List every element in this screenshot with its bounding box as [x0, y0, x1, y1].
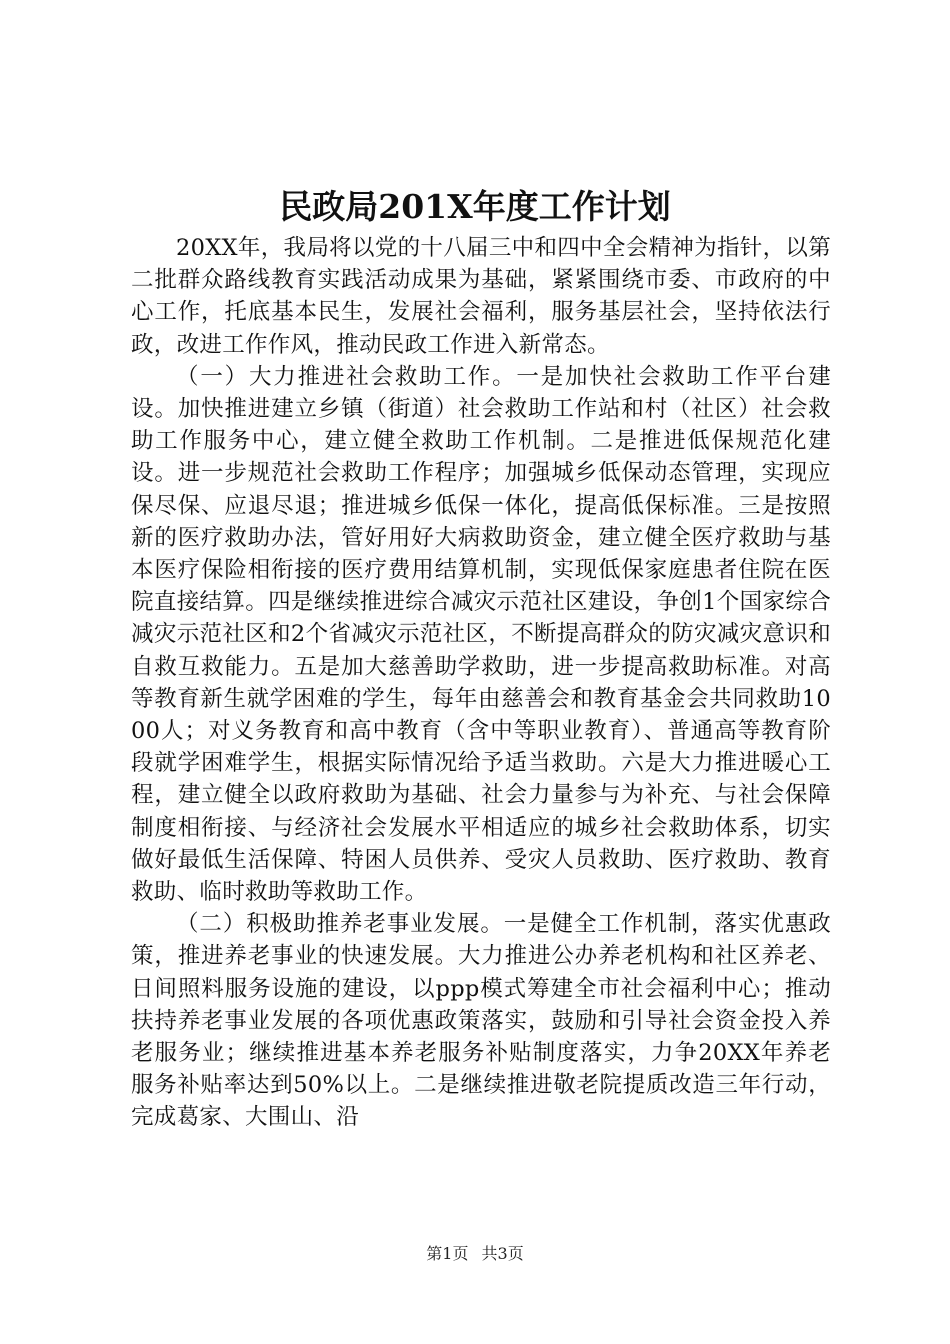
- document-title: 民政局201X年度工作计划: [279, 187, 671, 226]
- page-number: 第1页: [426, 1244, 469, 1263]
- page-total: 共3页: [481, 1244, 524, 1263]
- paragraph-intro: 20XX年，我局将以党的十八届三中和四中全会精神为指针，以第二批群众路线教育实践活动成果为基础，紧紧围绕市委、市政府的中心工作，托底基本民生，发展社会福利，服务基层社会，坚持依法行政，改进工作作风，推动民政工作进入新常态。: [131, 235, 831, 358]
- document-body: [131, 232, 831, 1134]
- paragraph-social-assistance: （一）大力推进社会救助工作。一是加快社会救助工作平台建设。加快推进建立乡镇（街道）社会救助工作站和村（社区）社会救助工作服务中心，建立健全救助工作机制。二是推进低保规范化建设。进一步规范社会救助工作程序；加强城乡低保动态管理，实现应保尽保、应退尽退；推进城乡低保一体化，提高低保标准。三是按照新的医疗救助办法，管好用好大病救助资金，建立健全医疗救助与基本医疗保险相衔接的医疗费用结算机制，实现低保家庭患者住院在医院直接结算。四是继续推进综合减灾示范社区建设，争创1个国家综合减灾示范社区和2个省减灾示范社区，不断提高群众的防灾减灾意识和自救互救能力。五是加大慈善助学救助，进一步提高救助标准。对高等教育新生就学困难的学生，每年由慈善会和教育基金会共同救助1000人；对义务教育和高中教育（含中等职业教育）、普通高等教育阶段就学困难学生，根据实际情况给予适当救助。六是大力推进暖心工程，建立健全以政府救助为基础、社会力量参与为补充、与社会保障制度相衔接、与经济社会发展水平相适应的城乡社会救助体系，切实做好最低生活保障、特困人员供养、受灾人员救助、医疗救助、教育救助、临时救助等救助工作。: [131, 363, 831, 906]
- page-footer: [0, 1242, 950, 1266]
- paragraph-elderly-care: （二）积极助推养老事业发展。一是健全工作机制，落实优惠政策，推进养老事业的快速发展。大力推进公办养老机构和社区养老、日间照料服务设施的建设，以ppp模式筹建全市社会福利中心；推动扶持养老事业发展的各项优惠政策落实，鼓励和引导社会资金投入养老服务业；继续推进基本养老服务补贴制度落实，力争20XX年养老服务补贴率达到50%以上。二是继续推进敬老院提质改造三年行动，完成葛家、大围山、沿: [131, 911, 831, 1131]
